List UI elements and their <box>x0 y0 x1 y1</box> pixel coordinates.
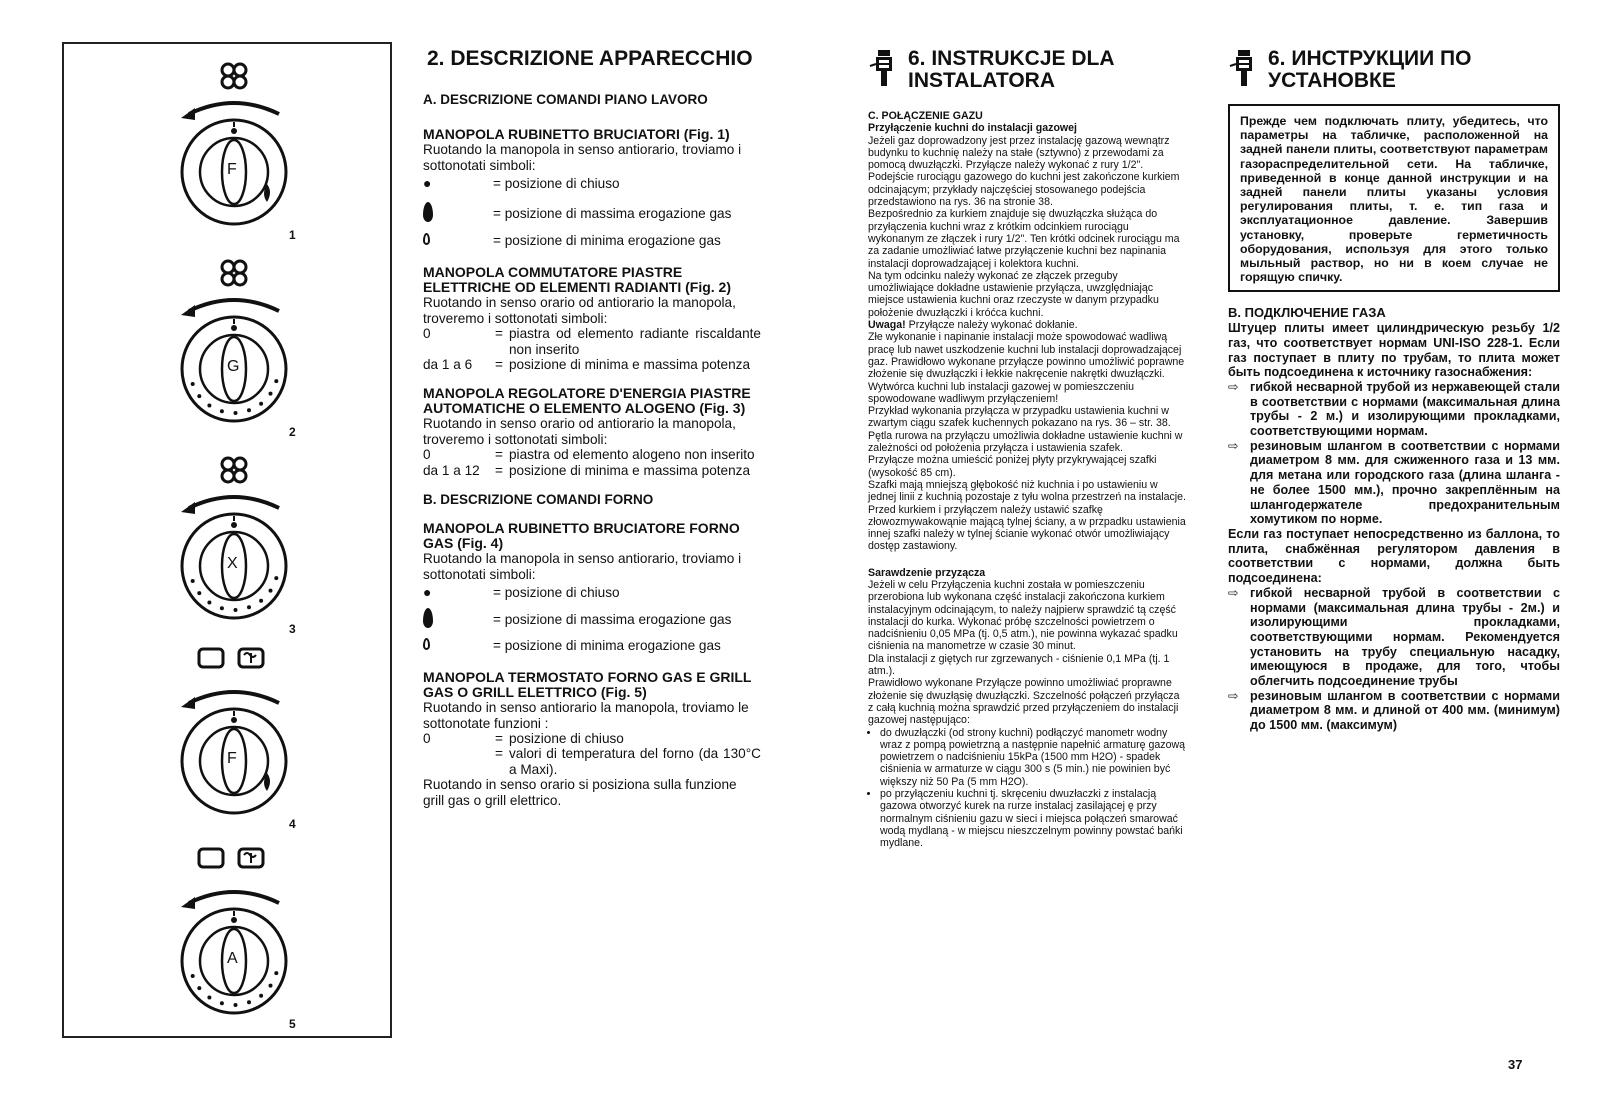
pl-p7: Przykład wykonania przyłącza w przypadku ustawienia kuchni w zwartym ciągu szafek kuchennych pokazano na rys. 36 – str. 38. <box>868 405 1171 430</box>
arrow-icon: ⇨ <box>1228 585 1239 600</box>
page-number: 37 <box>1508 1057 1523 1072</box>
control-knob-figure <box>159 641 309 831</box>
section-b-title: B. DESCRIZIONE COMANDI FORNO <box>423 492 654 508</box>
s4-title: MANOPOLA RUBINETTO BRUCIATORE FORNO GAS (Fig. 4) <box>423 520 740 552</box>
pl-p11: Przed kurkiem i przyłączem należy ustawić szafkę złowozmywakowąnie mającą tylnej ściany, a w przpadku ustawienia innej szafki należy w tylnej ścianie wykonać otwór umożliwiający dostęp zastawiony. <box>868 503 1186 553</box>
pl-bullets <box>868 727 1186 850</box>
pl-p12: Jeżeli w celu Przyłączenia kuchni została w pomieszczeniu przerobiona lub wykonana część instalacji zakończona kurkiem instalacyjnym odcinającym, to należy najpierw sprawdzić tą część instalacji do kurka. Wykonać próbę szczelności powietrzem o nadciśnieniu 0,05 MPa (tj. 0,5 atm.), nie powinna wykazać spadku ciśnienia na manometrze w czasie 30 minut. <box>868 578 1178 653</box>
figure-number: 4 <box>289 817 296 831</box>
s1-sym-row-1: ● = posizione di chiuso <box>423 175 620 192</box>
figure-number: 1 <box>289 228 296 242</box>
italian-title: 2. DESCRIZIONE APPARECCHIO <box>427 47 753 70</box>
figure-number: 5 <box>289 1017 296 1031</box>
s2-text: Ruotando in senso orario od antiorario la manopola, troveremo i sottonotati simboli: <box>423 295 736 326</box>
list-item: • po przyłączeniu kuchni tj. skręceniu dwuzłaczki z instalacją gazowa otworzyć kurek na rurze instalacj zasilającej ę przy normalnym ciśnieniu gazu w sieci i miejsca połączeń smarować wodą mydlaną - w miejscu nieszczelnym powinny powstać bańki mydlane. <box>880 788 1186 849</box>
dot-icon: ● <box>423 175 432 192</box>
s2-def-2: da 1 a 6 = posizione di minima e massima potenza <box>423 357 751 373</box>
s3-def-2: da 1 a 12 = posizione di minima e massima potenza <box>423 462 751 478</box>
polish-column <box>868 48 1186 850</box>
list-item: ⇨ резиновым шлангом в соответствии с нормами диаметром 8 мм. и длиной от 400 мм. (минимум) до 1500 мм. (максимум) <box>1228 688 1560 733</box>
knob-letter: A <box>227 950 238 967</box>
c-title: C. POŁĄCZENIE GAZU <box>868 110 983 122</box>
s1-title: MANOPOLA RUBINETTO BRUCIATORI (Fig. 1) <box>423 126 730 143</box>
knob-dial-icon <box>159 249 309 439</box>
polish-heading <box>868 48 1186 92</box>
control-knob-figure <box>159 249 309 439</box>
list-item: ⇨ резиновым шлангом в соответствии с нормами диаметром 8 мм. для сжиженного газа и 13 мм. для метана или городского газа (длина шланга - не более 1500 мм.), прочно закреплённым на шлангодержателе предохранительным хомутиком по норме. <box>1228 438 1560 527</box>
italian-column <box>423 48 761 808</box>
s5-def-1: 0 = posizione di chiuso <box>423 730 624 746</box>
s4-sym-row-2: = posizione di massima erogazione gas <box>423 608 761 631</box>
knob-letter: G <box>227 358 240 375</box>
installer-tool-icon <box>1228 48 1260 88</box>
s5-tail: Ruotando in senso orario si posiziona sulla funzione grill gas o grill elettrico. <box>423 777 737 808</box>
s5-def-2: = valori di temperatura del forno (da 130°C a Maxi). <box>495 746 761 777</box>
russian-column <box>1228 48 1560 733</box>
list-item: • do dwuzłączki (od strony kuchni) podłączyć manometr wodny wraz z pompą powietrzną a następnie napełnić armaturę gazową powietrzem o nadciśnieniu 15kPa (1500 mm H2O) - spadek ciśnienia w armaturze w ciągu 300 s (5 min.) nie powinien być większy niż 50 Pa (5 mm H2O). <box>880 727 1186 788</box>
arrow-icon: ⇨ <box>1228 438 1239 453</box>
knob-letter: F <box>227 750 237 767</box>
warning-box: Прежде чем подключать плиту, убедитесь, что параметры на табличке, расположенной на задней панели плиты, соответствуют параметрам газораспределительной сети. На табличке, приведенной в конце данной инструкции и на задней панели плиты указаны условия регулирования плиты, т. е. тип газа и эксплуатационное давление. Завершив установку, проверьте герметичность оборудования, используя для этого только мыльный раствор, но ни в коем случае не горящую спичку. <box>1228 104 1560 292</box>
s1-sym-row-3: = posizione di minima erogazione gas <box>423 233 761 248</box>
ru-p2: Если газ поступает непосредственно из баллона, то плита, снабжённая регулятором давления в соответствии с нормами, должна быть подсоединена: <box>1228 526 1560 586</box>
list-item: ⇨ гибкой несварной трубой в соответствии с нормами (максимальная длина трубы - 2м.) и изолирующими прокладками, соответствующими нормам. Рекомендуется установить на трубу специальную насадку, имеющуюся в продаже, для того, чтобы облегчить подсоединение трубы <box>1228 585 1560 689</box>
russian-title: 6. ИНСТРУКЦИИ ПО УСТАНОВКЕ <box>1268 47 1472 92</box>
pl-p13: Dla instalacji z giętych rur zgrzewanych - ciśnienie 0,1 MPa (tj. 1 atm.). <box>868 652 1170 678</box>
large-flame-icon <box>423 608 493 631</box>
knob-letter: F <box>227 161 237 178</box>
control-knob-figure <box>159 841 309 1031</box>
c-subtitle: Przyłączenie kuchni do instalacji gazowej <box>868 122 1077 135</box>
figures-panel <box>62 42 392 1038</box>
check-title: Sarawdzenie przyzącza <box>868 566 986 579</box>
knob-letter: X <box>227 555 238 572</box>
knob-dial-icon <box>159 841 309 1031</box>
knob-dial-icon <box>159 52 309 242</box>
list-item: ⇨ гибкой несварной трубой из нержавеющей стали в соответствии с нормами (максимальная длина трубы - 2 м.) и изолирующими прокладками, соответствующими нормам. <box>1228 379 1560 439</box>
s1-text: Ruotando la manopola in senso antiorario, troviamo i sottonotati simboli: <box>423 142 742 173</box>
russian-heading <box>1228 48 1560 92</box>
s4-sym-row-1: ● = posizione di chiuso <box>423 583 620 600</box>
knob-dial-icon <box>159 446 309 636</box>
s4-sym-row-3: = posizione di minima erogazione gas <box>423 638 761 653</box>
ru-p1: Штуцер плиты имеет цилиндрическую резьбу 1/2 газ, что соответствует нормам UNI-ISO 228-1. Если газ поступает в плиту по трубам, то плита может быть подсоединена к источнику газоснабжения: <box>1228 321 1560 380</box>
s1-sym-row-2: = posizione di massima erogazione gas <box>423 202 761 225</box>
s3-title: MANOPOLA REGOLATORE D'ENERGIA PIASTRE AUTOMATICHE O ELEMENTO ALOGENO (Fig. 3) <box>423 385 751 417</box>
figure-number: 2 <box>289 425 296 439</box>
figure-number: 3 <box>289 622 296 636</box>
installer-tool-icon <box>868 48 900 88</box>
arrow-icon: ⇨ <box>1228 379 1239 394</box>
control-knob-figure <box>159 52 309 242</box>
pl-p1: Jeżeli gaz doprowadzony jest przez instalację gazową wewnątrz budynku to kuchnię należy na stałe (sztywno) z przewodami za pomocą dwuzłączki. Przyłącze należy wykonać z rury 1/2". <box>868 134 1170 172</box>
s3-text: Ruotando in senso orario od antiorario la manopola, troveremo i sottonotati simboli: <box>423 416 736 447</box>
pl-p9: Przyłącze można umieścić poniżej płyty przykrywającej szafki (wysokość 85 cm). <box>868 454 1157 479</box>
dot-icon: ● <box>423 583 432 600</box>
pl-uwaga: Uwaga! Przyłącze należy wykonać dokłanie. <box>868 319 1078 332</box>
polish-title: 6. INSTRUKCJE DLA INSTALATORA <box>908 47 1114 92</box>
large-flame-icon <box>423 202 493 225</box>
s2-def-1: 0 = piastra od elemento radiante riscaldante non inserito <box>423 326 761 357</box>
ru-b-title: В. ПОДКЛЮЧЕНИЕ ГАЗА <box>1228 305 1386 321</box>
knob-dial-icon <box>159 641 309 831</box>
control-knob-figure <box>159 446 309 636</box>
small-flame-icon <box>423 638 493 653</box>
s4-text: Ruotando la manopola in senso antiorario, troviamo i sottonotati simboli: <box>423 551 742 582</box>
pl-p8: Pętla rurowa na przyłączu umożliwia dokładne ustawienie kuchni w zależności od położenia przyłącza i ustawienia szafek. <box>868 429 1183 455</box>
s3-def-1: 0 = piastra od elemento alogeno non inserito <box>423 447 755 463</box>
pl-p6: Złe wykonanie i napinanie instalacji może spowodować wadliwą pracę lub nawet uszkodzenie kuchni lub instalacji doprowadzającej gaz. Prawidłowo wykonane przyłącze powinno umożliwić poprawne złożenie się dwuzłączki i łekkie nakręcenie nakrętki dwuzłączki. Wytwórca kuchni lub instalacji gazowej w pomieszczeniu spowodowane wadliwym przyłączeniem! <box>868 331 1185 405</box>
pl-p4: Na tym odcinku należy wykonać ze złączek przeguby umożliwiające dokładne ustawienie przyłącza, uwzględniając miejsce ustawienia kuchni oraz rzeczyste w danym przypadku położenie dwuzłączki i króćca kuchni. <box>868 269 1159 319</box>
pl-p10: Szafki mają mniejszą głębokość niż kuchnia i po ustawieniu w jednej linii z kuchnią pozostaje z tyłu wolna przestrzeń na instalacje. <box>868 478 1186 504</box>
s5-text: Ruotando in senso antiorario la manopola, troviamo le sottonotate funzioni : <box>423 700 749 731</box>
small-flame-icon <box>423 233 493 248</box>
pl-p3: Bezpośrednio za kurkiem znajduje się dwuzłączka służąca do przyłączenia kuchni wraz z krótkim odcinkiem rurociągu wykonanym ze złączek i rury 1/2". Ten krótki odcinek rurociągu ma za zadanie umożliwiać łatwe przyłączenie kuchni bez napinania instalacji doprowadzającej i kolektora kuchni. <box>868 208 1180 270</box>
s2-title: MANOPOLA COMMUTATORE PIASTRE ELETTRICHE OD ELEMENTI RADIANTI (Fig. 2) <box>423 264 731 296</box>
pl-p2: Podejście rurociągu gazowego do kuchni jest zakończone kurkiem odcinającym; przykłady najczęściej stosowanego podejścia przedstawiono na rys. 36 na stronie 38. <box>868 171 1180 209</box>
s5-title: MANOPOLA TERMOSTATO FORNO GAS E GRILL GAS O GRILL ELETTRICO (Fig. 5) <box>423 669 752 701</box>
pl-p14: Prawidłowo wykonane Przyłącze powinno umożliwiać proprawne złożenie się dwuzłąsię dwuzłączki. Szczelność połączeń przyłącza z całą kuchnią można sprawdzić przed przyłączeniem do instalacji gazowej następująco: <box>868 677 1180 727</box>
section-a-title: A. DESCRIZIONE COMANDI PIANO LAVORO <box>423 92 708 107</box>
arrow-icon: ⇨ <box>1228 688 1239 703</box>
